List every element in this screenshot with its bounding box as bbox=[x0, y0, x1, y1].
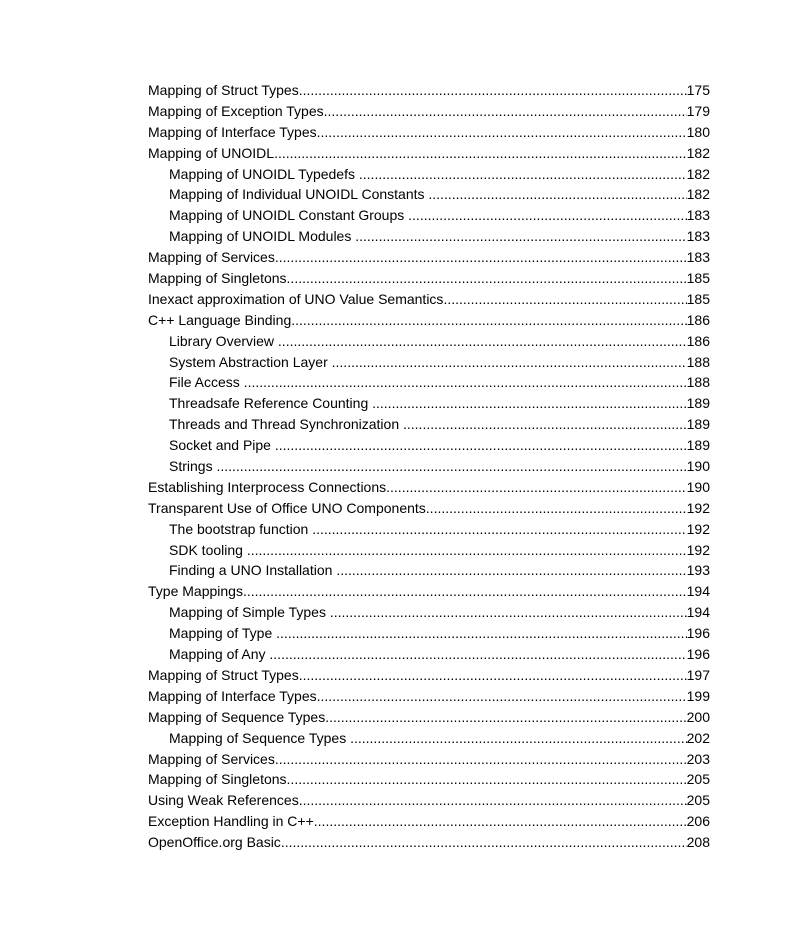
toc-entry[interactable] bbox=[148, 665, 710, 686]
toc-subentry[interactable] bbox=[148, 393, 710, 414]
toc-entry-title: The bootstrap function bbox=[169, 520, 309, 537]
toc-entry-page-number: 188 bbox=[686, 374, 710, 391]
toc-dot-leader bbox=[299, 665, 687, 686]
toc-entry-page-number: 203 bbox=[686, 750, 710, 767]
toc-dot-leader bbox=[216, 456, 686, 477]
toc-entry-page-number: 183 bbox=[686, 207, 710, 224]
toc-entry-title: Mapping of UNOIDL Constant Groups bbox=[169, 207, 405, 224]
toc-dot-leader bbox=[428, 184, 686, 205]
toc-entry-title: Establishing Interprocess Connections bbox=[148, 478, 387, 495]
toc-dot-leader bbox=[350, 728, 687, 749]
toc-entry[interactable] bbox=[148, 811, 710, 832]
toc-dot-leader bbox=[355, 226, 686, 247]
toc-entry-page-number: 192 bbox=[686, 520, 710, 537]
toc-subentry[interactable] bbox=[148, 164, 710, 185]
toc-dot-leader bbox=[386, 477, 687, 498]
toc-entry-title: Mapping of Struct Types bbox=[148, 82, 299, 98]
toc-entry-title: System Abstraction Layer bbox=[169, 353, 328, 370]
toc-entry-page-number: 194 bbox=[686, 604, 710, 621]
toc-entry-title: Mapping of Type bbox=[169, 625, 273, 642]
toc-dot-leader bbox=[324, 101, 687, 122]
toc-subentry[interactable] bbox=[148, 623, 710, 644]
toc-subentry[interactable] bbox=[148, 226, 710, 247]
toc-entry-title: Mapping of Interface Types bbox=[148, 687, 317, 704]
toc-dot-leader bbox=[247, 540, 687, 561]
toc-entry-title: Mapping of Exception Types bbox=[148, 102, 324, 119]
toc-entry[interactable] bbox=[148, 581, 710, 602]
toc-entry-page-number: 186 bbox=[686, 332, 710, 349]
toc-entry-page-number: 189 bbox=[686, 416, 710, 433]
toc-subentry[interactable] bbox=[148, 540, 710, 561]
toc-entry-title: SDK tooling bbox=[169, 541, 243, 558]
toc-entry-title: Library Overview bbox=[169, 332, 275, 349]
toc-entry-title: Transparent Use of Office UNO Components bbox=[148, 499, 426, 516]
toc-dot-leader bbox=[287, 268, 687, 289]
toc-entry-page-number: 196 bbox=[686, 625, 710, 642]
toc-entry-page-number: 175 bbox=[686, 82, 710, 98]
toc-subentry[interactable] bbox=[148, 435, 710, 456]
toc-entry[interactable] bbox=[148, 790, 710, 811]
toc-dot-leader bbox=[244, 372, 687, 393]
toc-dot-leader bbox=[403, 414, 687, 435]
toc-entry-page-number: 208 bbox=[686, 834, 710, 851]
toc-dot-leader bbox=[325, 707, 686, 728]
toc-entry-page-number: 202 bbox=[686, 729, 710, 746]
toc-entry-page-number: 197 bbox=[686, 666, 710, 683]
toc-dot-leader bbox=[314, 811, 687, 832]
toc-entry[interactable] bbox=[148, 832, 710, 853]
toc-entry[interactable] bbox=[148, 707, 710, 728]
toc-entry-page-number: 186 bbox=[686, 311, 710, 328]
toc-entry[interactable] bbox=[148, 80, 710, 101]
toc-subentry[interactable] bbox=[148, 728, 710, 749]
toc-dot-leader bbox=[443, 289, 686, 310]
toc-entry-page-number: 190 bbox=[686, 478, 710, 495]
toc-entry-page-number: 179 bbox=[686, 102, 710, 119]
toc-dot-leader bbox=[317, 686, 687, 707]
toc-entry-title: Finding a UNO Installation bbox=[169, 562, 333, 579]
toc-entry[interactable] bbox=[148, 122, 710, 143]
toc-entry-page-number: 194 bbox=[686, 583, 710, 600]
toc-entry[interactable] bbox=[148, 749, 710, 770]
toc-entry-title: Mapping of Individual UNOIDL Constants bbox=[169, 186, 425, 203]
toc-entry-title: Mapping of Services bbox=[148, 750, 275, 767]
toc-dot-leader bbox=[269, 644, 686, 665]
toc-entry-page-number: 192 bbox=[686, 541, 710, 558]
toc-subentry[interactable] bbox=[148, 352, 710, 373]
toc-entry-title: OpenOffice.org Basic bbox=[148, 834, 281, 851]
toc-dot-leader bbox=[299, 80, 687, 101]
toc-entry-page-number: 180 bbox=[686, 123, 710, 140]
toc-entry-title: Mapping of Simple Types bbox=[169, 604, 326, 621]
toc-dot-leader bbox=[243, 581, 687, 602]
toc-dot-leader bbox=[372, 393, 687, 414]
toc-entry[interactable] bbox=[148, 498, 710, 519]
toc-subentry[interactable] bbox=[148, 560, 710, 581]
toc-entry-title: C++ Language Binding bbox=[148, 311, 292, 328]
toc-entry-title: Mapping of Singletons bbox=[148, 771, 287, 788]
toc-dot-leader bbox=[299, 790, 687, 811]
toc-entry-page-number: 182 bbox=[686, 186, 710, 203]
toc-dot-leader bbox=[287, 769, 687, 790]
toc-entry[interactable] bbox=[148, 477, 710, 498]
toc-subentry[interactable] bbox=[148, 372, 710, 393]
toc-entry[interactable] bbox=[148, 101, 710, 122]
toc-dot-leader bbox=[426, 498, 687, 519]
toc-entry[interactable] bbox=[148, 247, 710, 268]
toc-subentry[interactable] bbox=[148, 184, 710, 205]
toc-entry-title: Strings bbox=[169, 458, 213, 475]
toc-entry-title: Socket and Pipe bbox=[169, 437, 271, 454]
toc-entry[interactable] bbox=[148, 289, 710, 310]
toc-subentry[interactable] bbox=[148, 456, 710, 477]
toc-dot-leader bbox=[336, 560, 686, 581]
toc-dot-leader bbox=[317, 122, 687, 143]
toc-entry-page-number: 183 bbox=[686, 228, 710, 245]
toc-dot-leader bbox=[275, 435, 687, 456]
toc-entry-title: Type Mappings bbox=[148, 583, 243, 600]
toc-entry-title: Mapping of Singletons bbox=[148, 270, 287, 287]
toc-entry-page-number: 185 bbox=[686, 270, 710, 287]
toc-entry-title: Mapping of Interface Types bbox=[148, 123, 317, 140]
toc-subentry[interactable] bbox=[148, 644, 710, 665]
toc-dot-leader bbox=[276, 623, 686, 644]
toc-entry-title: Mapping of UNOIDL bbox=[148, 144, 275, 161]
toc-dot-leader bbox=[291, 310, 686, 331]
toc-entry-title: Mapping of UNOIDL Modules bbox=[169, 228, 352, 245]
toc-entry-title: Exception Handling in C++ bbox=[148, 813, 314, 830]
toc-entry-page-number: 196 bbox=[686, 646, 710, 663]
toc-dot-leader bbox=[330, 602, 687, 623]
toc-entry[interactable] bbox=[148, 268, 710, 289]
toc-subentry[interactable] bbox=[148, 602, 710, 623]
table-of-contents bbox=[148, 80, 710, 853]
toc-dot-leader bbox=[278, 331, 687, 352]
toc-entry-page-number: 205 bbox=[686, 771, 710, 788]
toc-entry-title: Mapping of Struct Types bbox=[148, 666, 299, 683]
toc-dot-leader bbox=[359, 164, 687, 185]
toc-entry-page-number: 183 bbox=[686, 249, 710, 266]
toc-dot-leader bbox=[275, 247, 687, 268]
toc-entry-page-number: 182 bbox=[686, 144, 710, 161]
toc-entry-page-number: 188 bbox=[686, 353, 710, 370]
toc-entry-title: File Access bbox=[169, 374, 240, 391]
toc-subentry[interactable] bbox=[148, 414, 710, 435]
toc-entry-title: Mapping of Sequence Types bbox=[148, 708, 326, 725]
toc-entry-page-number: 193 bbox=[686, 562, 710, 579]
toc-subentry[interactable] bbox=[148, 205, 710, 226]
toc-entry-page-number: 189 bbox=[686, 395, 710, 412]
toc-entry-title: Using Weak References bbox=[148, 792, 299, 809]
toc-entry-page-number: 182 bbox=[686, 165, 710, 182]
toc-entry[interactable] bbox=[148, 143, 710, 164]
toc-entry-title: Mapping of Services bbox=[148, 249, 275, 266]
toc-entry-page-number: 200 bbox=[686, 708, 710, 725]
toc-entry-title: Threadsafe Reference Counting bbox=[169, 395, 369, 412]
toc-subentry[interactable] bbox=[148, 331, 710, 352]
toc-entry-title: Inexact approximation of UNO Value Semantics bbox=[148, 290, 444, 307]
toc-entry-page-number: 189 bbox=[686, 437, 710, 454]
toc-entry-page-number: 205 bbox=[686, 792, 710, 809]
toc-dot-leader bbox=[408, 205, 686, 226]
toc-entry-title: Threads and Thread Synchronization bbox=[169, 416, 400, 433]
toc-dot-leader bbox=[312, 519, 686, 540]
toc-entry-page-number: 190 bbox=[686, 458, 710, 475]
toc-entry-title: Mapping of Any bbox=[169, 646, 266, 663]
toc-entry[interactable] bbox=[148, 769, 710, 790]
toc-entry[interactable] bbox=[148, 686, 710, 707]
toc-entry-page-number: 185 bbox=[686, 290, 710, 307]
toc-dot-leader bbox=[275, 749, 687, 770]
toc-entry-title: Mapping of Sequence Types bbox=[169, 729, 347, 746]
toc-dot-leader bbox=[281, 832, 687, 853]
toc-dot-leader bbox=[274, 143, 687, 164]
toc-entry-page-number: 192 bbox=[686, 499, 710, 516]
toc-entry-title: Mapping of UNOIDL Typedefs bbox=[169, 165, 355, 182]
toc-entry[interactable] bbox=[148, 310, 710, 331]
toc-entry-page-number: 199 bbox=[686, 687, 710, 704]
toc-subentry[interactable] bbox=[148, 519, 710, 540]
toc-dot-leader bbox=[332, 352, 687, 373]
toc-entry-page-number: 206 bbox=[686, 813, 710, 830]
